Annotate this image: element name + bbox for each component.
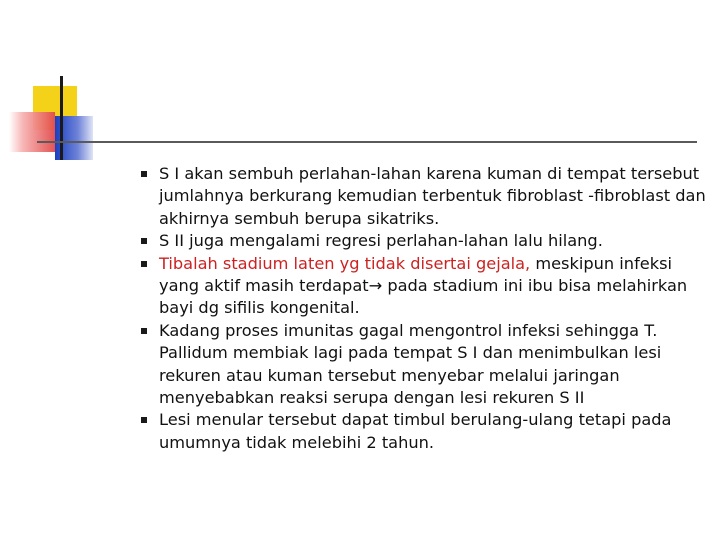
bullet-text: pada stadium ini ibu bisa melahirkan bayi dg sifilis kongenital. [159,276,688,318]
bullet-item-2 [135,230,715,252]
square-bullet-icon [141,417,147,423]
bullet-text: S II juga mengalami regresi perlahan-lahan lalu hilang. [159,231,603,251]
bullet-text: Kadang proses imunitas gagal mengontrol infeksi sehingga T. Pallidum membiak lagi pada tempat S I dan menimbulkan lesi rekuren atau kuman tersebut menyebar melalui jaringan menyebabkan reaksi serupa dengan lesi rekuren S II [159,320,662,408]
decor-red-square [9,112,55,152]
bullet-item-3 [135,253,715,320]
decor-vertical-line [60,76,63,160]
arrow-right-icon: → [368,276,383,296]
bullet-item-1 [135,163,715,230]
bullet-text: Lesi menular tersebut dapat timbul berulang-ulang tetapi pada umumnya tidak melebihi 2 tahun. [159,410,672,452]
bullet-text: S I akan sembuh perlahan-lahan karena kuman di tempat tersebut jumlahnya berkurang kemudian terbentuk fibroblast -fibroblast dan akhirnya sembuh berupa sikatriks. [159,164,706,228]
bullet-text: meskipun infeksi yang aktif masih terdapat [159,253,673,296]
bullet-highlight-text: Tibalah stadium laten yg tidak disertai gejala, [159,253,531,273]
title-divider-line [37,141,697,143]
bullet-item-4 [135,320,715,410]
square-bullet-icon [141,171,147,177]
bullet-list [135,163,715,454]
square-bullet-icon [141,328,147,334]
square-bullet-icon [141,238,147,244]
slide-body [135,163,715,454]
square-bullet-icon [141,261,147,267]
bullet-item-5 [135,409,715,454]
